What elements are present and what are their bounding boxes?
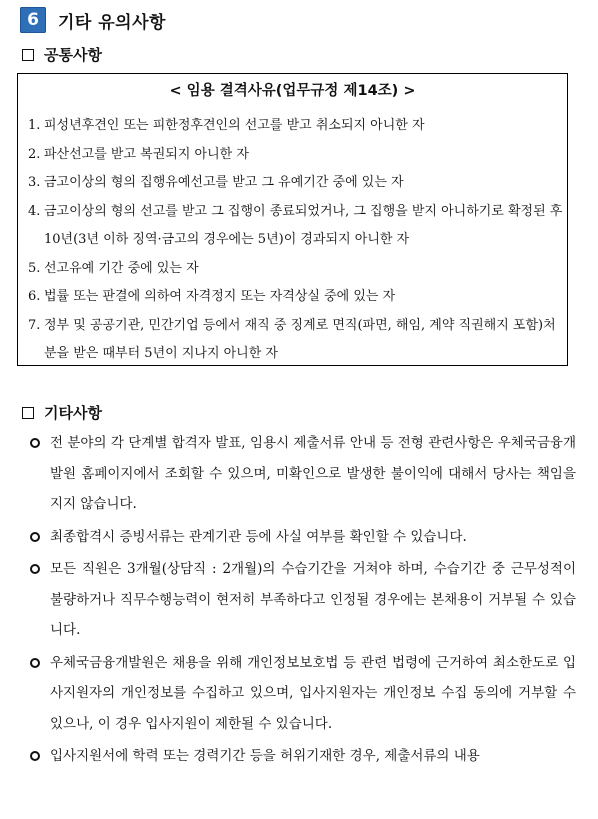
note-text: 우체국금융개발원은 채용을 위해 개인정보보호법 등 관련 법령에 근거하여 최소한도로 입사지원자의 개인정보를 수집하고 있으며, 입사지원자는 개인정보 수집 동의에 거부할 수 있으나, 이 경우 입사지원이 제한될 수 있습니다. [50, 654, 576, 732]
section-heading [20, 6, 166, 34]
item-text: 피성년후견인 또는 피한정후견인의 선고를 받고 취소되지 아니한 자 [44, 118, 425, 133]
disqualification-item [28, 312, 567, 369]
item-number: 2. [28, 146, 41, 162]
item-text: 법률 또는 판결에 의하여 자격정지 또는 자격상실 중에 있는 자 [44, 289, 396, 304]
note-text: 입사지원서에 학력 또는 경력기간 등을 허위기재한 경우, 제출서류의 내용 [50, 748, 480, 764]
note-text: 최종합격시 증빙서류는 관계기관 등에 사실 여부를 확인할 수 있습니다. [50, 528, 467, 545]
disqualification-item [28, 283, 567, 312]
square-bullet-icon [22, 49, 34, 61]
item-text: 금고이상의 형의 집행유예선고를 받고 그 유예기간 중에 있는 자 [44, 175, 404, 190]
circle-bullet-icon [30, 741, 50, 772]
disqualification-item [28, 255, 567, 284]
note-item [30, 522, 578, 553]
common-heading [22, 44, 102, 65]
common-heading-label: 공통사항 [44, 46, 102, 64]
item-text: 정부 및 공공기관, 민간기업 등에서 재직 중 징계로 면직(파면, 해임, 계약 직권해지 포함)처분을 받은 때부터 5년이 지나지 아니한 자 [44, 317, 556, 361]
note-item [30, 428, 578, 520]
other-heading-label: 기타사항 [44, 404, 102, 422]
circle-bullet-icon [30, 428, 50, 520]
other-notes-list [30, 428, 578, 774]
item-number: 3. [28, 175, 41, 190]
disqualification-list [18, 112, 567, 369]
section-title: 기타 유의사항 [58, 12, 166, 33]
item-number: 6. [28, 289, 41, 304]
item-number: 7. [28, 317, 41, 333]
note-item [30, 554, 578, 646]
note-item [30, 741, 578, 772]
disqualification-item [28, 141, 567, 170]
item-number: 5. [28, 260, 41, 276]
disqualification-item [28, 112, 567, 141]
section-number-badge: 6 [20, 7, 46, 33]
circle-bullet-icon [30, 522, 50, 553]
disqualification-item [28, 169, 567, 198]
disqualification-item [28, 198, 567, 255]
item-text: 파산선고를 받고 복권되지 아니한 자 [44, 146, 249, 162]
item-text: 선고유예 기간 중에 있는 자 [44, 260, 199, 276]
disqualification-box [17, 73, 568, 366]
item-number: 4. [28, 203, 41, 219]
note-text: 모든 직원은 3개월(상담직 : 2개월)의 수습기간을 거쳐야 하며, 수습기간 중 근무성적이 불량하거나 직무수행능력이 현저히 부족하다고 인정될 경우에는 본채용이 거부될 수 있습니다. [50, 561, 576, 638]
circle-bullet-icon [30, 554, 50, 646]
note-item [30, 648, 578, 740]
item-text: 금고이상의 형의 선고를 받고 그 집행이 종료되었거나, 그 집행을 받지 아니하기로 확정된 후 10년(3년 이하 징역·금고의 경우에는 5년)이 경과되지 아니한 자 [44, 203, 563, 247]
square-bullet-icon [22, 407, 34, 419]
box-title: < 임용 결격사유(업무규정 제14조) > [169, 83, 416, 99]
other-heading [22, 402, 102, 423]
item-number: 1. [28, 118, 41, 133]
circle-bullet-icon [30, 648, 50, 740]
note-text: 전 분야의 각 단계별 합격자 발표, 임용시 제출서류 안내 등 전형 관련사항은 우체국금융개발원 홈페이지에서 조회할 수 있으며, 미확인으로 발생한 불이익에 대해서 당사는 책임을 지지 않습니다. [50, 435, 576, 512]
